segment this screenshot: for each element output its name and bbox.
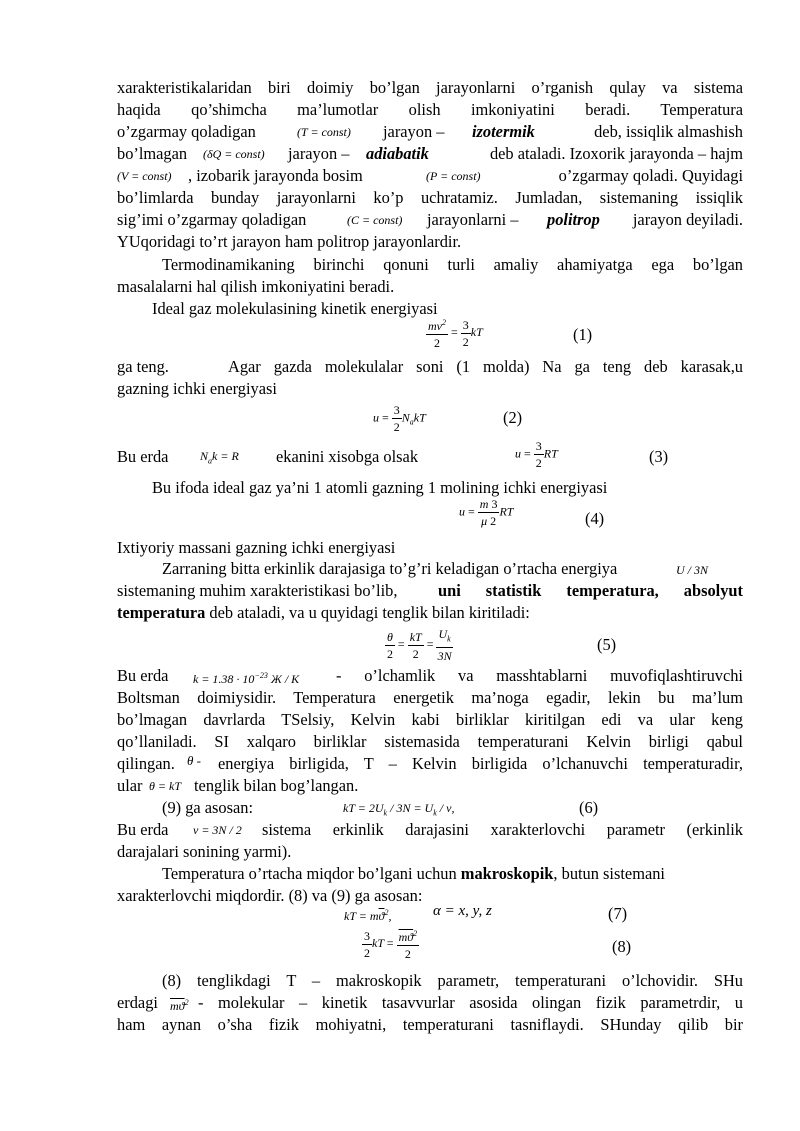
- math-text: =: [382, 410, 389, 425]
- text: - o’lchamlik va masshtablarni muvofiqlashtiruvchi: [336, 666, 743, 685]
- math-text: k: [433, 808, 437, 818]
- math-text: 2: [413, 929, 418, 938]
- text-line: [162, 864, 743, 884]
- math-text: 2: [386, 646, 393, 661]
- math-text: kT = m: [344, 909, 379, 923]
- text-line: [117, 1015, 743, 1035]
- text-line: [117, 379, 743, 399]
- math-text: 3: [462, 317, 469, 332]
- math-text: a: [208, 456, 213, 466]
- math-text: =: [386, 935, 394, 950]
- formula-4: [459, 496, 513, 529]
- formula-nak-r: [200, 447, 239, 470]
- formula-c-const: (C = const): [347, 213, 403, 227]
- math-text: 3: [491, 497, 498, 511]
- text-line: [117, 842, 743, 862]
- math-text: m: [479, 497, 489, 511]
- equation-number: (2): [503, 408, 523, 427]
- math-text: μ: [481, 514, 488, 528]
- text: xarakteristikalaridan biri doimiy bo’lgan jarayonlarni o’rganish qulay va sistema: [117, 78, 743, 97]
- math-text: =: [397, 636, 405, 651]
- term-adiabatik: adiabatik: [366, 144, 429, 163]
- math-text: =: [524, 446, 531, 461]
- term-izotermik: izotermik: [472, 122, 535, 141]
- text: gazning ichki energiyasi: [117, 379, 277, 398]
- formula-k-value: [193, 667, 299, 688]
- text: bo’lmagan: [117, 144, 188, 163]
- math-text: N: [401, 410, 410, 425]
- text-line: [162, 255, 743, 275]
- math-text: kT: [470, 324, 483, 339]
- formula-6: [343, 799, 454, 822]
- fraction: [397, 926, 420, 962]
- math-text: kT: [413, 410, 426, 425]
- math-text: u: [459, 504, 465, 519]
- text: Ixtiyoriy massani gazning ichki energiyasi: [117, 538, 396, 557]
- text: Boltsman doimiysidir. Temperatura energetik ma’noga egadir, lekin bu ma’lum: [117, 688, 743, 707]
- text-line: [152, 478, 743, 498]
- text: haqida qo’shimcha ma’lumotlar olish imkoniyatini beradi. Temperatura: [117, 100, 743, 119]
- text: deb ataladi, va u quyidagi tenglik bilan kiritiladi:: [209, 603, 530, 622]
- formula-8: [362, 926, 419, 962]
- text: Bu erda: [117, 447, 169, 466]
- text: ga teng.: [117, 357, 169, 376]
- math-text: 3N: [437, 649, 452, 664]
- text-line: [162, 971, 743, 991]
- formula-1: [426, 315, 483, 351]
- text: Agar gazda molekulalar soni (1 molda) Na ga teng deb karasak,u: [228, 357, 743, 376]
- equation-number: (6): [579, 798, 599, 817]
- text: Ideal gaz molekulasining kinetik energiyasi: [152, 299, 438, 318]
- text: sistemaning muhim xarakteristikasi bo’lib,: [117, 581, 398, 600]
- term-makroskopik: makroskopik: [460, 864, 554, 883]
- text: bo’limlarda bunday jarayonlarni ko’p uchratamiz. Jumladan, sistemaning issiqlik: [117, 188, 743, 207]
- text-line: [117, 688, 743, 708]
- text-line: [117, 732, 743, 752]
- fraction: [534, 438, 544, 471]
- math-text: 2: [434, 336, 440, 350]
- text: YUqoridagi to’rt jarayon ham politrop jarayonlardir.: [117, 232, 462, 251]
- text: Bu erda: [117, 820, 169, 839]
- text: masalalarni hal qilish imkoniyatini beradi.: [117, 277, 395, 296]
- equation-number: (5): [597, 635, 617, 654]
- math-text: k: [383, 808, 388, 818]
- text: o’zgarmay qoladi. Quyidagi: [558, 166, 743, 185]
- math-text: N: [200, 449, 209, 463]
- math-text: 2: [384, 908, 389, 917]
- text: - molekular – kinetik tasavvurlar asosida olingan fizik parametrdir, u: [198, 993, 743, 1012]
- math-text: 3: [535, 439, 542, 453]
- math-text: kT: [372, 935, 384, 950]
- math-text: θ: [387, 629, 393, 644]
- text-line: [117, 100, 743, 120]
- math-text: / 3N = U: [387, 801, 434, 815]
- text: , butun sistemani: [553, 864, 665, 883]
- formula-theta-kt: θ = kT: [149, 779, 181, 793]
- formula-3: [515, 438, 558, 471]
- text: (9) ga asosan:: [162, 798, 254, 817]
- text: bo’lmagan davrlarda TSelsiy, Kelvin kabi birliklar kiritilgan edi va ular keng: [117, 710, 743, 729]
- math-text: 3: [364, 928, 370, 943]
- equation-number: (1): [573, 325, 593, 344]
- math-text: kT: [409, 629, 422, 644]
- text-line: [117, 188, 743, 208]
- text: energiya birligida, T – Kelvin birligida o’lchanuvchi temperaturadir,: [218, 754, 743, 773]
- fraction: [461, 317, 471, 350]
- math-text: u: [373, 410, 379, 425]
- formula-v-const: (V = const): [117, 169, 172, 183]
- formula-t-const: (T = const): [297, 125, 351, 139]
- fraction: [385, 629, 395, 662]
- equation-number: (4): [585, 509, 605, 528]
- formula-p-const: (P = const): [426, 169, 481, 183]
- math-text: 2: [490, 514, 497, 528]
- fraction: [436, 626, 452, 664]
- text: Zarraning bitta erkinlik darajasiga to’g’ri keladigan o’rtacha energiya: [162, 559, 618, 578]
- math-text: 2: [462, 334, 469, 349]
- text: Temperatura o’rtacha miqdor bo’lgani uchun: [162, 864, 457, 883]
- text: (8) tenglikdagi T – makroskopik parametr, temperaturani o’lchovidir. SHu: [162, 971, 743, 990]
- math-text: mv: [428, 319, 442, 333]
- fraction: [362, 928, 372, 961]
- text: deb, issiqlik almashish: [594, 122, 743, 141]
- text: jarayonlarni –: [427, 210, 519, 229]
- math-text: =: [451, 324, 458, 339]
- formula-theta: θ -: [187, 753, 201, 768]
- text-line: [117, 603, 743, 623]
- formula-7: [344, 904, 391, 925]
- math-text: 2: [364, 945, 370, 960]
- fraction: [392, 402, 402, 435]
- text: sistema erkinlik darajasini xarakterlovchi parametr (erkinlik: [262, 820, 743, 839]
- equation-number: (8): [612, 937, 632, 956]
- text-line: [117, 538, 743, 558]
- math-text: RT: [499, 504, 514, 519]
- text: jarayon –: [383, 122, 445, 141]
- formula-u3n: U / 3N: [676, 563, 709, 577]
- text: ham aynan o’sha fizik mohiyatni, temperaturani tasniflaydi. SHunday qilib bir: [117, 1015, 743, 1034]
- equation-number: (3): [649, 447, 669, 466]
- fraction: [426, 315, 448, 351]
- term-politrop: politrop: [547, 210, 600, 229]
- math-text: 2: [535, 456, 542, 470]
- math-text: U: [438, 627, 448, 641]
- text: darajalari sonining yarmi).: [117, 842, 292, 861]
- term-statistik-temperatura: uni statistik temperatura, absolyut: [438, 581, 743, 600]
- text: Termodinamikaning birinchi qonuni turli amaliy ahamiyatga ega bo’lgan: [162, 255, 743, 274]
- math-text: 3: [393, 403, 400, 417]
- text: ekanini xisobga olsak: [276, 447, 419, 466]
- math-text: $\overline{mϑ}$: [398, 930, 414, 944]
- text: erdagi: [117, 993, 158, 1012]
- math-text: ,: [388, 909, 392, 923]
- equation-number: (7): [608, 904, 628, 923]
- formula-alpha: α = x, y, z: [433, 903, 492, 919]
- math-text: 2: [442, 318, 446, 327]
- formula-nu: ν = 3N / 2: [193, 823, 242, 837]
- math-text: −23: [254, 671, 268, 680]
- math-text: k = R: [212, 449, 239, 463]
- text: qilingan.: [117, 754, 175, 773]
- text-line: [117, 277, 743, 297]
- math-text: 2: [404, 947, 411, 961]
- text: jarayon deyiladi.: [632, 210, 743, 229]
- formula-mtheta: [170, 994, 189, 1015]
- math-text: 2: [184, 998, 189, 1007]
- math-text: kT = 2U: [343, 801, 384, 815]
- fraction: [408, 629, 424, 662]
- formula-5: [385, 626, 453, 664]
- math-text: a: [409, 417, 414, 427]
- text: tenglik bilan bog’langan.: [194, 776, 359, 795]
- math-text: k = 1.38 · 10: [193, 672, 255, 686]
- text-line: [117, 886, 743, 906]
- math-text: u: [515, 446, 521, 461]
- text-line: [117, 78, 743, 98]
- math-text: =: [426, 636, 434, 651]
- text-line: [117, 710, 743, 730]
- math-text: 2: [412, 646, 419, 661]
- text: , izobarik jarayonda bosim: [188, 166, 363, 185]
- text: Bu ifoda ideal gaz ya’ni 1 atomli gazning 1 molining ichki energiyasi: [152, 478, 608, 497]
- text: Bu erda: [117, 666, 169, 685]
- formula-dq-const: (δQ = const): [203, 147, 265, 161]
- math-text: 2: [393, 420, 400, 434]
- math-text: RT: [543, 446, 558, 461]
- text: ular: [117, 776, 143, 795]
- text: sig’imi o’zgarmay qoladigan: [117, 210, 307, 229]
- term-temperatura: temperatura: [117, 603, 206, 622]
- math-text: =: [468, 504, 475, 519]
- text-line: [162, 559, 662, 579]
- math-text: / ν,: [436, 801, 455, 815]
- math-text: $\overline{ϑ}$: [378, 909, 385, 923]
- formula-2: [373, 402, 426, 435]
- fraction: [478, 496, 500, 529]
- text: o’zgarmay qoladigan: [117, 122, 256, 141]
- text: deb ataladi. Izoxorik jarayonda – hajm: [489, 144, 743, 163]
- text: xarakterlovchi miqdordir. (8) va (9) ga asosan:: [117, 886, 423, 905]
- text-line: [117, 232, 743, 252]
- math-text: k: [447, 634, 451, 644]
- math-text: $\overline{mϑ}$: [170, 999, 185, 1013]
- text: qo’llaniladi. SI xalqaro birliklar sistemasida temperaturani Kelvin birligi qabul: [117, 732, 743, 751]
- text: jarayon –: [288, 144, 350, 163]
- math-text: Ж / K: [267, 672, 300, 686]
